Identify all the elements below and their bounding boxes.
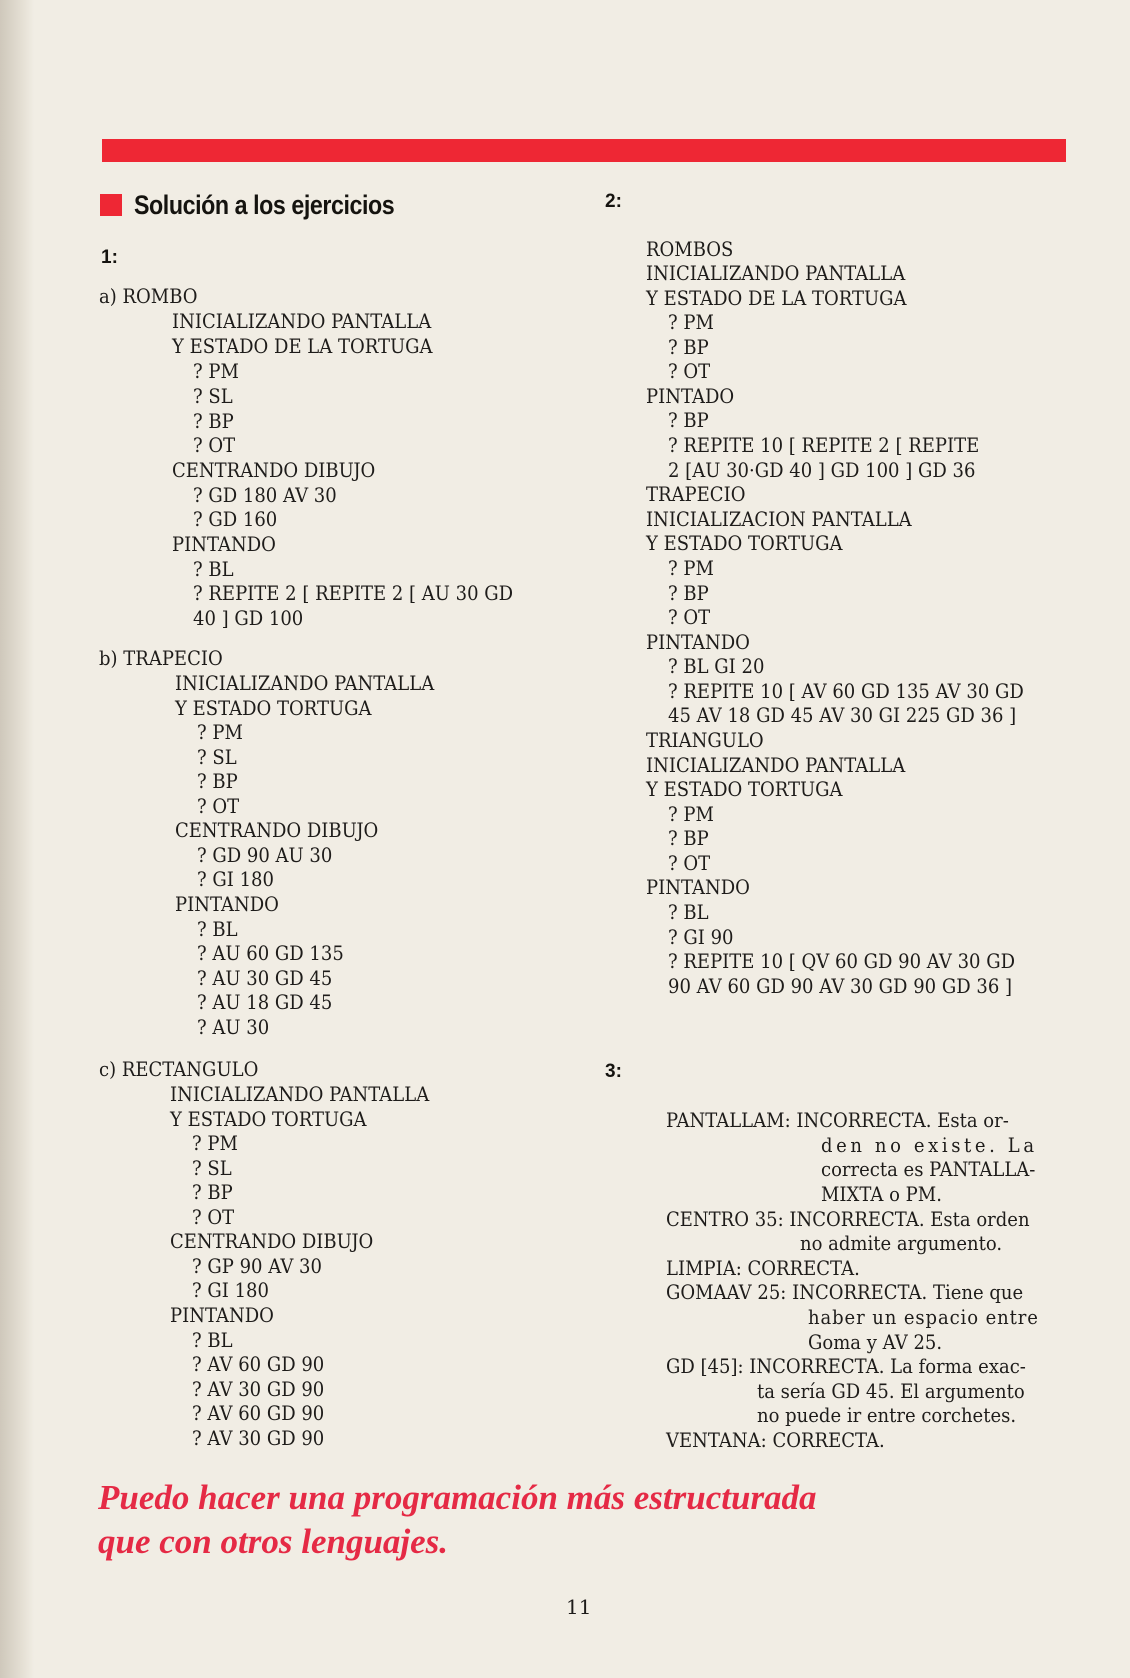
code-line: ? GI 180 (197, 867, 274, 891)
code-line: ? SL (192, 1156, 232, 1180)
code-line: ? AU 30 (197, 1015, 270, 1039)
code-line: TRIANGULO (646, 728, 764, 752)
code-line: ? GP 90 AV 30 (192, 1254, 322, 1278)
code-line: CENTRANDO DIBUJO (172, 458, 376, 482)
pull-quote-line-2: que con otros lenguajes. (98, 1522, 449, 1561)
code-line: ? BP (668, 408, 709, 432)
code-line: PINTANDO (646, 630, 750, 654)
code-line: ? SL (197, 745, 237, 769)
code-line: 40 ] GD 100 (193, 606, 304, 630)
code-line: ? PM (197, 720, 243, 744)
page-spine-shadow (0, 0, 34, 1678)
code-line: ? GD 180 AV 30 (193, 483, 337, 507)
code-line: ? OT (668, 605, 711, 629)
code-line: ? PM (668, 310, 714, 334)
code-line: Y ESTADO TORTUGA (170, 1107, 367, 1131)
code-line: PINTANDO (170, 1303, 274, 1327)
code-line: Y ESTADO TORTUGA (175, 696, 372, 720)
code-line: ? BP (668, 335, 709, 359)
code-line: INICIALIZANDO PANTALLA (175, 671, 435, 695)
code-line: Y ESTADO DE LA TORTUGA (172, 334, 433, 358)
code-line: 90 AV 60 GD 90 AV 30 GD 90 GD 36 ] (668, 974, 1013, 998)
code-line: ? BL (197, 917, 238, 941)
code-line: ROMBOS (646, 237, 734, 261)
code-line: ? OT (668, 851, 711, 875)
code-line: PINTADO (646, 384, 735, 408)
code-line: ? PM (192, 1131, 238, 1155)
answer-line: CENTRO 35: INCORRECTA. Esta orden (666, 1207, 1030, 1231)
code-line: CENTRANDO DIBUJO (175, 818, 379, 842)
code-line: PINTANDO (175, 892, 279, 916)
pull-quote-line-1: Puedo hacer una programación más estructurada (98, 1478, 817, 1517)
pull-quote (98, 1476, 817, 1564)
heading-title: Solución a los ejercicios (134, 189, 395, 220)
answer-line: correcta es PANTALLA- (821, 1157, 1036, 1181)
code-line: ? PM (193, 359, 239, 383)
code-line: CENTRANDO DIBUJO (170, 1229, 374, 1253)
code-line: ? SL (193, 384, 233, 408)
code-line: INICIALIZANDO PANTALLA (170, 1082, 430, 1106)
code-line: ? AV 30 GD 90 (192, 1377, 325, 1401)
code-line: ? PM (668, 556, 714, 580)
page-number: 11 (566, 1595, 592, 1619)
code-line: ? REPITE 10 [ REPITE 2 [ REPITE (668, 433, 980, 457)
code-line: ? BL (192, 1328, 233, 1352)
answer-line: VENTANA: CORRECTA. (666, 1428, 885, 1452)
code-line: 2 [AU 30·GD 40 ] GD 100 ] GD 36 (668, 458, 976, 482)
code-line: ? AV 60 GD 90 (192, 1401, 325, 1425)
code-line: INICIALIZANDO PANTALLA (646, 753, 906, 777)
code-line: ? OT (192, 1205, 235, 1229)
code-line: INICIALIZACION PANTALLA (646, 507, 912, 531)
code-line: ? OT (197, 794, 240, 818)
code-line: PINTANDO (646, 875, 750, 899)
code-line: ? BP (197, 769, 238, 793)
code-line: ? PM (668, 802, 714, 826)
code-line: Y ESTADO DE LA TORTUGA (646, 286, 907, 310)
answer-line: MIXTA o PM. (821, 1182, 942, 1206)
code-line: ? REPITE 2 [ REPITE 2 [ AU 30 GD (193, 581, 514, 605)
code-line: ? BP (668, 826, 709, 850)
answer-line: GOMAAV 25: INCORRECTA. Tiene que (666, 1280, 1024, 1304)
code-line: Y ESTADO TORTUGA (646, 531, 843, 555)
code-line: ? OT (193, 433, 236, 457)
answer-line: no puede ir entre corchetes. (757, 1403, 1017, 1427)
code-line: ? AU 60 GD 135 (197, 941, 344, 965)
code-line: ? AU 18 GD 45 (197, 990, 333, 1014)
code-line: ? OT (668, 359, 711, 383)
exercise-number-2: 2: (605, 191, 622, 212)
code-line: ? BP (192, 1180, 233, 1204)
header-red-bar (102, 139, 1066, 162)
code-line: ? AV 30 GD 90 (192, 1426, 325, 1450)
answer-line: den no existe. La (821, 1133, 1038, 1157)
answer-line: Goma y AV 25. (808, 1330, 943, 1354)
code-line: ? GD 90 AU 30 (197, 843, 333, 867)
answer-line: GD [45]: INCORRECTA. La forma exac- (666, 1354, 1026, 1378)
code-line: ? GD 160 (193, 507, 278, 531)
code-line: ? BP (193, 409, 234, 433)
code-line: PINTANDO (172, 532, 276, 556)
answer-line: no admite argumento. (800, 1231, 1003, 1255)
answer-line: ta sería GD 45. El argumento (757, 1379, 1025, 1403)
exercise-1a-label: a) ROMBO (99, 284, 198, 308)
section-heading (100, 187, 437, 223)
code-line: ? BP (668, 581, 709, 605)
code-line: ? GI 180 (192, 1278, 269, 1302)
code-line: INICIALIZANDO PANTALLA (646, 261, 906, 285)
code-line: ? GI 90 (668, 925, 734, 949)
answer-line: LIMPIA: CORRECTA. (666, 1256, 860, 1280)
code-line: ? AV 60 GD 90 (192, 1352, 325, 1376)
code-line: INICIALIZANDO PANTALLA (172, 309, 432, 333)
code-line: ? REPITE 10 [ QV 60 GD 90 AV 30 GD (668, 949, 1016, 973)
answer-line: PANTALLAM: INCORRECTA. Esta or- (666, 1108, 1009, 1132)
code-line: ? BL GI 20 (668, 654, 765, 678)
code-line: ? BL (668, 900, 709, 924)
code-line: ? BL (193, 557, 234, 581)
exercise-number-3: 3: (605, 1061, 622, 1082)
exercise-1c-label: c) RECTANGULO (99, 1057, 259, 1081)
exercise-1b-label: b) TRAPECIO (99, 646, 223, 670)
code-line: Y ESTADO TORTUGA (646, 777, 843, 801)
exercise-number-1: 1: (101, 247, 118, 268)
code-line: 45 AV 18 GD 45 AV 30 GI 225 GD 36 ] (668, 703, 1017, 727)
code-line: TRAPECIO (646, 482, 746, 506)
red-square-bullet-icon (100, 194, 122, 216)
code-line: ? AU 30 GD 45 (197, 966, 333, 990)
code-line: ? REPITE 10 [ AV 60 GD 135 AV 30 GD (668, 679, 1024, 703)
answer-line: haber un espacio entre (808, 1305, 1039, 1329)
